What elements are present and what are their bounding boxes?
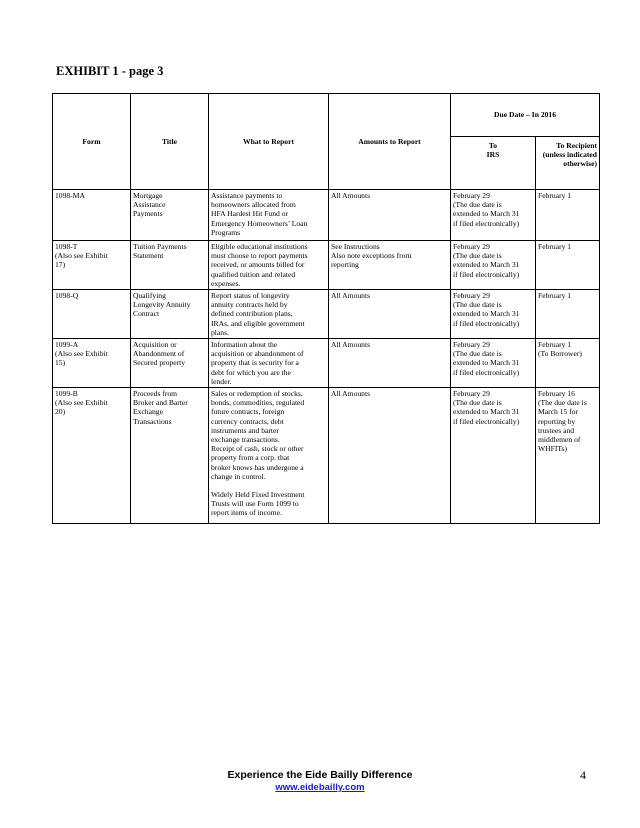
header-form: Form	[53, 94, 131, 190]
cell-text: property from a corp. that	[211, 453, 290, 463]
amounts-cell	[329, 241, 451, 290]
cell-text: Qualifying	[133, 291, 166, 301]
cell-text: lender.	[211, 376, 232, 386]
amounts-cell	[329, 388, 451, 524]
cell-text: reporting by	[538, 416, 576, 426]
cell-text: acquisition or abandonment of	[211, 349, 304, 359]
cell-text: if filed electronically)	[453, 367, 520, 377]
amounts-cell	[329, 339, 451, 388]
cell-text: report items of income.	[211, 508, 282, 518]
cell-text: (Also see Exhibit	[55, 251, 108, 261]
cell-text: if filed electronically)	[453, 318, 520, 328]
cell-text: Eligible educational institutions	[211, 242, 308, 251]
cell-text: exchange transactions.	[211, 435, 280, 445]
cell-text: Information about the	[211, 340, 278, 350]
cell-text: 1098-MA	[55, 191, 85, 200]
cell-text: extended to March 31	[453, 358, 520, 368]
cell-text: extended to March 31	[453, 209, 520, 219]
cell-text: March 15 for	[538, 407, 579, 417]
due-to-irs-cell	[451, 241, 536, 290]
table-row	[53, 290, 600, 339]
cell-text: if filed electronically)	[453, 416, 520, 426]
cell-text: All Amounts	[331, 291, 371, 301]
due-to-irs-cell	[451, 339, 536, 388]
cell-text: expenses.	[211, 278, 241, 288]
cell-text: (Also see Exhibit	[55, 398, 108, 408]
table-row	[53, 190, 600, 241]
cell-text: (The due date is	[453, 300, 502, 310]
cell-text: instruments and barter	[211, 425, 279, 435]
cell-text: All Amounts	[331, 191, 371, 200]
cell-text: extended to March 31	[453, 309, 520, 319]
cell-text: trustees and	[538, 425, 575, 435]
due-to-recipient-cell	[536, 190, 600, 241]
title-cell	[131, 190, 209, 241]
cell-text: 15)	[55, 358, 66, 368]
cell-text: Assistance	[133, 200, 166, 210]
table-row	[53, 339, 600, 388]
information-returns-table	[52, 93, 600, 524]
cell-text: Proceeds from	[133, 389, 178, 399]
cell-text: February 1	[538, 242, 572, 251]
footer-title: Experience the Eide Bailly Difference	[227, 769, 413, 781]
page-number: 4	[580, 768, 586, 782]
cell-text: Mortgage	[133, 191, 163, 200]
cell-text: Also note exceptions from	[331, 251, 412, 261]
cell-text: All Amounts	[331, 340, 371, 350]
cell-text: Emergency Homeowners’ Loan	[211, 218, 308, 228]
cell-text: 20)	[55, 407, 66, 417]
cell-text: broker knows has undergone a	[211, 462, 304, 472]
due-to-recipient-cell	[536, 241, 600, 290]
cell-text: Transactions	[133, 416, 172, 426]
cell-text: middlemen of	[538, 435, 581, 445]
cell-text: 17)	[55, 260, 66, 270]
cell-text: WHFITs)	[538, 444, 567, 454]
amounts-cell	[329, 190, 451, 241]
title-cell	[131, 388, 209, 524]
cell-text: Receipt of cash, stock or other	[211, 444, 304, 454]
cell-text: Exchange	[133, 407, 163, 417]
title-cell	[131, 241, 209, 290]
cell-text: Contract	[133, 309, 160, 319]
title-cell	[131, 290, 209, 339]
cell-text: Tuition Payments	[133, 242, 187, 251]
header-to-recipient: To Recipient (unless indicated otherwise)	[536, 137, 600, 190]
cell-text: Payments	[133, 209, 163, 219]
cell-text: February 1	[538, 291, 572, 301]
what-to-report-cell	[209, 339, 329, 388]
cell-text: 1099-A	[55, 340, 79, 350]
table-row	[53, 388, 600, 524]
cell-text: reporting	[331, 260, 359, 270]
cell-spacer	[211, 481, 326, 490]
header-title: Title	[131, 94, 209, 190]
form-cell	[53, 339, 131, 388]
cell-text: (Also see Exhibit	[55, 349, 108, 359]
cell-text: Report status of longevity	[211, 291, 290, 301]
due-to-recipient-cell	[536, 388, 600, 524]
cell-text: received, or amounts billed for	[211, 260, 305, 270]
cell-text: February 16	[538, 389, 575, 399]
what-to-report-cell	[209, 388, 329, 524]
cell-text: February 29	[453, 389, 490, 399]
header-amounts-to-report: Amounts to Report	[329, 94, 451, 190]
cell-text: qualified tuition and related	[211, 269, 296, 279]
cell-text: extended to March 31	[453, 407, 520, 417]
cell-text: Broker and Barter	[133, 398, 188, 408]
header-due-date: Due Date – In 2016	[451, 94, 600, 137]
cell-text: February 1	[538, 340, 572, 350]
cell-text: Sales or redemption of stocks,	[211, 389, 303, 399]
cell-text: (The due date is	[453, 349, 502, 359]
due-to-irs-cell	[451, 388, 536, 524]
cell-text: (The due date is	[453, 251, 502, 261]
cell-text: Acquisition or	[133, 340, 177, 350]
cell-text: (The due date is	[538, 398, 587, 408]
cell-text: (The due date is	[453, 398, 502, 408]
cell-text: debt for which you are the	[211, 367, 291, 377]
cell-text: February 29	[453, 242, 490, 251]
cell-text: bonds, commodities, regulated	[211, 398, 305, 408]
cell-text: February 29	[453, 191, 490, 200]
cell-text: annuity contracts held by	[211, 300, 288, 310]
table-header-row	[53, 94, 600, 137]
cell-text: (To Borrower)	[538, 349, 582, 359]
form-cell	[53, 190, 131, 241]
form-cell	[53, 388, 131, 524]
cell-text: February 29	[453, 291, 490, 301]
footer-website-link[interactable]: www.eidebailly.com	[275, 782, 365, 793]
cell-text: IRAs, and eligible government	[211, 318, 305, 328]
cell-text: Widely Held Fixed Investment	[211, 490, 305, 500]
cell-text: if filed electronically)	[453, 218, 520, 228]
cell-text: change in control.	[211, 471, 266, 481]
due-to-irs-cell	[451, 290, 536, 339]
what-to-report-cell	[209, 190, 329, 241]
cell-text: defined contribution plans,	[211, 309, 293, 319]
exhibit-heading: EXHIBIT 1 - page 3	[56, 64, 164, 78]
cell-text: Assistance payments to	[211, 191, 283, 200]
cell-text: Programs	[211, 227, 241, 237]
cell-text: See Instructions	[331, 242, 380, 251]
header-what-to-report: What to Report	[209, 94, 329, 190]
cell-text: 1099-B	[55, 389, 78, 399]
cell-text: (The due date is	[453, 200, 502, 210]
cell-text: 1098-Q	[55, 291, 79, 301]
cell-text: Statement	[133, 251, 164, 261]
form-cell	[53, 241, 131, 290]
due-to-recipient-cell	[536, 290, 600, 339]
cell-text: extended to March 31	[453, 260, 520, 270]
due-to-recipient-cell	[536, 339, 600, 388]
cell-text: must choose to report payments	[211, 251, 308, 261]
cell-text: plans.	[211, 327, 229, 337]
cell-text: Secured property	[133, 358, 186, 368]
cell-text: February 29	[453, 340, 490, 350]
table-row	[53, 241, 600, 290]
cell-text: Trusts will use Form 1099 to	[211, 499, 299, 509]
due-to-irs-cell	[451, 190, 536, 241]
cell-text: homeowners allocated from	[211, 200, 296, 210]
amounts-cell	[329, 290, 451, 339]
cell-text: Longevity Annuity	[133, 300, 191, 310]
cell-text: February 1	[538, 191, 572, 200]
cell-text: property that is security for a	[211, 358, 299, 368]
cell-text: Abandonment of	[133, 349, 185, 359]
cell-text: future contracts, foreign	[211, 407, 285, 417]
cell-text: HFA Hardest Hit Fund or	[211, 209, 289, 219]
header-to-irs: To IRS	[451, 137, 536, 190]
cell-text: All Amounts	[331, 389, 371, 399]
cell-text: 1098-T	[55, 242, 78, 251]
form-cell	[53, 290, 131, 339]
cell-text: if filed electronically)	[453, 269, 520, 279]
what-to-report-cell	[209, 290, 329, 339]
title-cell	[131, 339, 209, 388]
cell-text: currency contracts, debt	[211, 416, 284, 426]
what-to-report-cell	[209, 241, 329, 290]
